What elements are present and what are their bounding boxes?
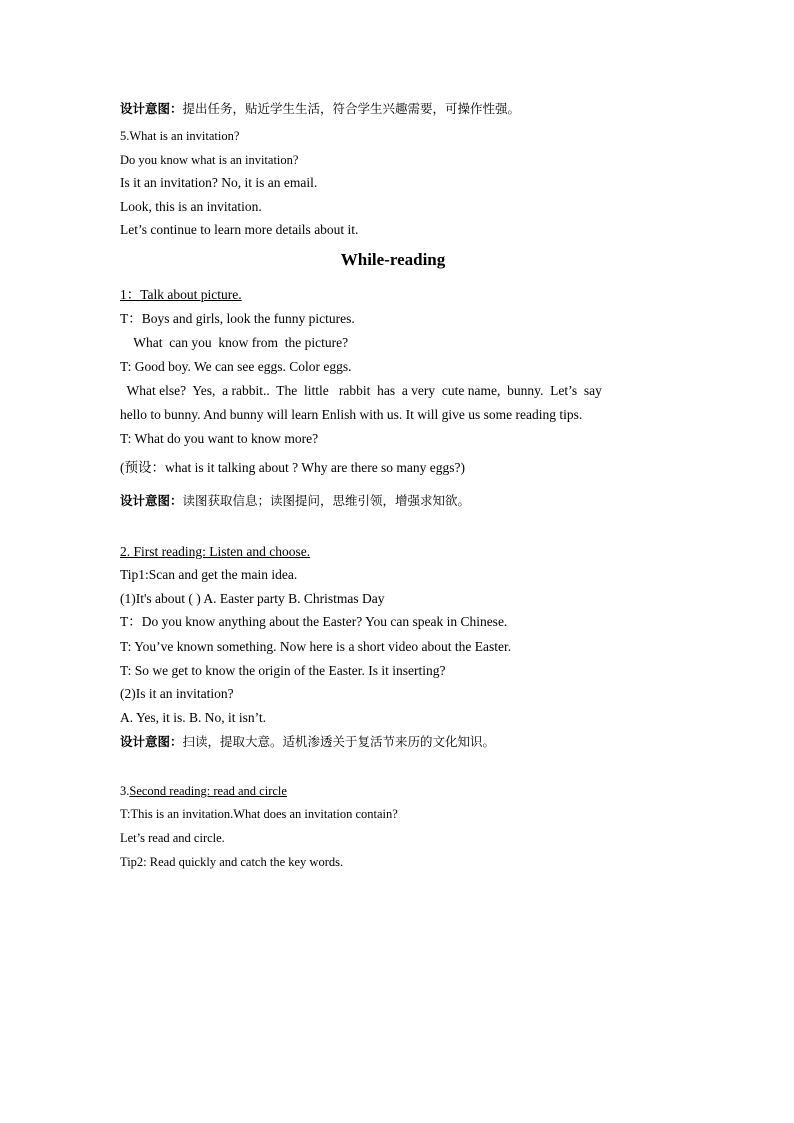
intro-line-3: Is it an invitation? No, it is an email. — [120, 175, 318, 190]
design-intent-label: 设计意图： — [120, 493, 183, 508]
design-intent-label: 设计意图： — [120, 101, 183, 116]
talk-line-1: T：Boys and girls, look the funny pictures. — [120, 311, 355, 326]
second-reading-title: Second reading: read and circle — [129, 784, 287, 798]
second-reading-heading — [120, 782, 287, 800]
design-intent-2 — [120, 492, 470, 510]
intro-line-5: Let’s continue to learn more details about it. — [120, 222, 359, 237]
design-intent-label: 设计意图： — [120, 734, 183, 749]
first-reading-line-5: T: So we get to know the origin of the Easter. Is it inserting? — [120, 663, 446, 678]
first-reading-line-4: T: You’ve known something. Now here is a short video about the Easter. — [120, 639, 512, 654]
talk-line-6: T: What do you want to know more? — [120, 431, 319, 446]
talk-heading: 1：Talk about picture. — [120, 287, 242, 302]
first-reading-line-1: Tip1:Scan and get the main idea. — [120, 567, 298, 582]
talk-line-2: What can you know from the picture? — [120, 335, 349, 350]
first-reading-line-2: (1)It's about ( ) A. Easter party B. Christmas Day — [120, 591, 385, 606]
design-intent-1 — [120, 100, 520, 118]
design-intent-3 — [120, 733, 495, 751]
second-reading-line-3: Tip2: Read quickly and catch the key words. — [120, 855, 344, 869]
intro-line-2: Do you know what is an invitation? — [120, 153, 299, 167]
section-title: While-reading — [340, 250, 446, 269]
intro-line-1: 5.What is an invitation? — [120, 129, 240, 143]
talk-line-4: What else? Yes, a rabbit.. The little rabbit has a very cute name, bunny. Let’s say — [120, 383, 602, 398]
design-intent-text: 读图获取信息；读图提问，思维引领，增强求知欲。 — [182, 493, 471, 508]
talk-line-3: T: Good boy. We can see eggs. Color eggs. — [120, 359, 352, 374]
second-reading-number: 3. — [120, 784, 130, 798]
first-reading-line-6: (2)Is it an invitation? — [120, 686, 234, 701]
first-reading-line-3: T：Do you know anything about the Easter? You can speak in Chinese. — [120, 614, 508, 629]
second-reading-line-2: Let’s read and circle. — [120, 831, 225, 845]
second-reading-line-1: T:This is an invitation.What does an invitation contain? — [120, 807, 398, 821]
first-reading-line-7: A. Yes, it is. B. No, it isn’t. — [120, 710, 267, 725]
design-intent-text: 扫读，提取大意。适机渗透关于复活节来历的文化知识。 — [182, 734, 496, 749]
talk-line-7: (预设：what is it talking about ? Why are there so many eggs?) — [120, 460, 466, 475]
design-intent-text: 提出任务，贴近学生生活，符合学生兴趣需要，可操作性强。 — [182, 101, 521, 116]
talk-line-5: hello to bunny. And bunny will learn Enlish with us. It will give us some reading tips. — [120, 407, 583, 422]
intro-line-4: Look, this is an invitation. — [120, 199, 262, 214]
first-reading-heading: 2. First reading: Listen and choose. — [120, 544, 311, 559]
